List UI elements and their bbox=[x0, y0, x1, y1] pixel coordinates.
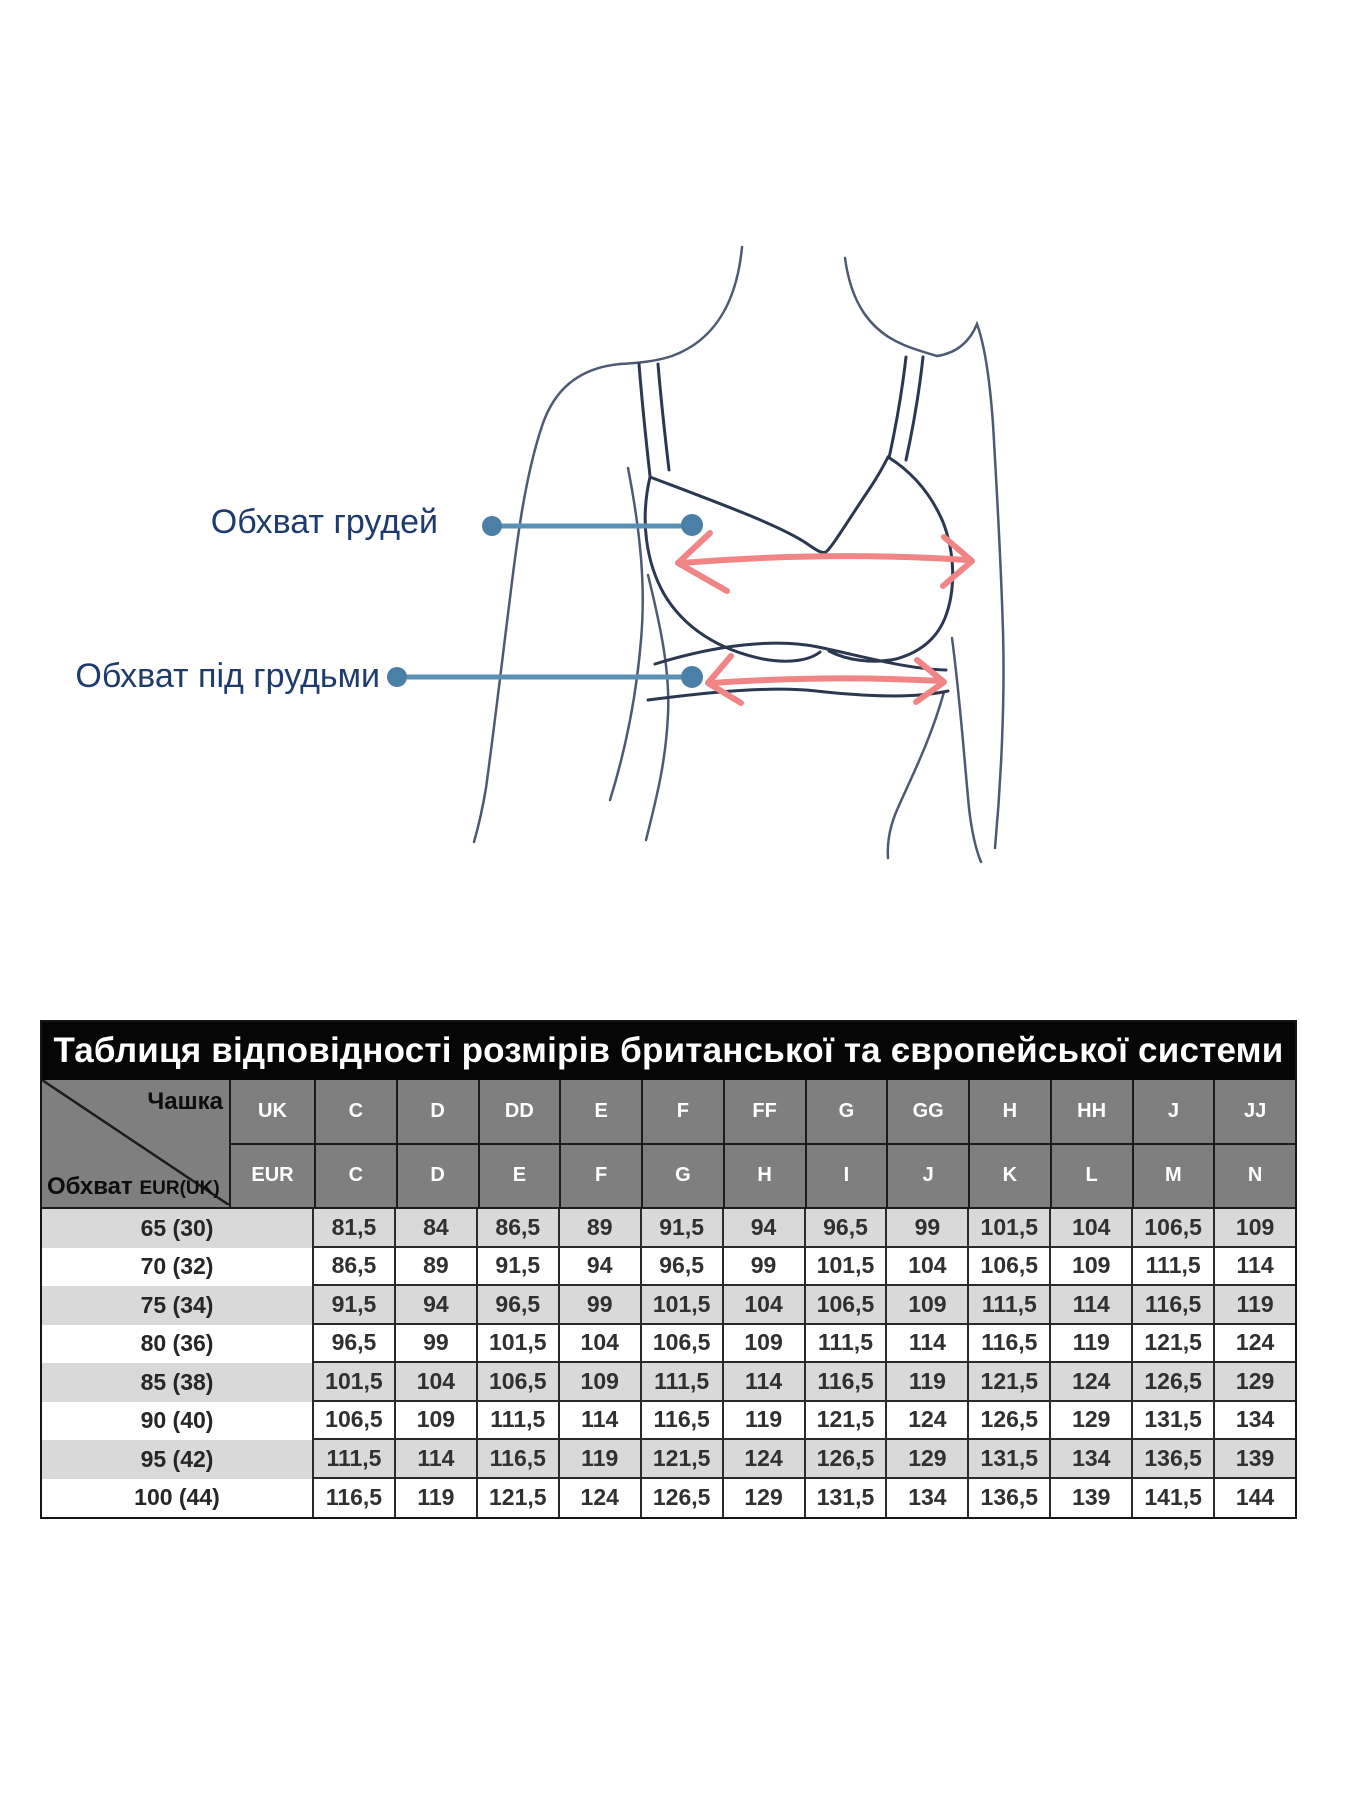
value-cell: 94 bbox=[558, 1248, 640, 1287]
value-cell: 126,5 bbox=[967, 1402, 1049, 1441]
uk-system-cell: UK bbox=[231, 1080, 314, 1145]
cup-column bbox=[641, 1080, 723, 1207]
value-cell: 124 bbox=[558, 1479, 640, 1518]
cup-column bbox=[559, 1080, 641, 1207]
value-cell: 101,5 bbox=[640, 1286, 722, 1325]
value-cell: 109 bbox=[1049, 1248, 1131, 1287]
size-table bbox=[40, 1020, 1297, 1519]
bust-arrow bbox=[678, 533, 972, 591]
value-cell: 111,5 bbox=[312, 1440, 394, 1479]
value-cell: 101,5 bbox=[967, 1209, 1049, 1248]
value-cell: 116,5 bbox=[640, 1402, 722, 1441]
value-cell: 139 bbox=[1213, 1440, 1295, 1479]
value-cell: 94 bbox=[394, 1286, 476, 1325]
value-cell: 116,5 bbox=[804, 1363, 886, 1402]
band-cell: 75 (34) bbox=[140, 1291, 214, 1318]
value-cell: 124 bbox=[885, 1402, 967, 1441]
value-cell: 99 bbox=[885, 1209, 967, 1248]
cup-corner-label: Чашка bbox=[147, 1088, 223, 1115]
uk-cup-cell: H bbox=[970, 1080, 1050, 1145]
value-cell: 99 bbox=[394, 1325, 476, 1364]
value-cell: 114 bbox=[1213, 1248, 1295, 1287]
value-cell: 119 bbox=[1213, 1286, 1295, 1325]
uk-cup-cell: E bbox=[561, 1080, 641, 1145]
torso-outline bbox=[474, 247, 1004, 862]
underbust-callout-line bbox=[387, 666, 703, 688]
value-cell: 111,5 bbox=[967, 1286, 1049, 1325]
table-row bbox=[42, 1479, 1295, 1518]
cup-column bbox=[886, 1080, 968, 1207]
value-cell: 126,5 bbox=[640, 1479, 722, 1518]
value-cell: 121,5 bbox=[640, 1440, 722, 1479]
cup-column bbox=[723, 1080, 805, 1207]
value-cell: 119 bbox=[885, 1363, 967, 1402]
girth-sub: EUR(UK) bbox=[139, 1178, 220, 1199]
value-cell: 99 bbox=[558, 1286, 640, 1325]
uk-cup-cell: J bbox=[1134, 1080, 1214, 1145]
value-cell: 131,5 bbox=[1131, 1402, 1213, 1441]
value-cell: 106,5 bbox=[640, 1325, 722, 1364]
underbust-label: Обхват під грудьми bbox=[75, 657, 380, 695]
value-cell: 144 bbox=[1213, 1479, 1295, 1518]
system-column bbox=[229, 1080, 314, 1207]
eur-cup-cell: G bbox=[643, 1145, 723, 1208]
cup-column bbox=[314, 1080, 396, 1207]
table-row bbox=[42, 1209, 1295, 1248]
bust-label: Обхват грудей bbox=[210, 503, 438, 541]
value-cell: 91,5 bbox=[476, 1248, 558, 1287]
value-cell: 116,5 bbox=[967, 1325, 1049, 1364]
eur-cup-cell: H bbox=[725, 1145, 805, 1208]
value-cell: 114 bbox=[394, 1440, 476, 1479]
uk-cup-cell: HH bbox=[1052, 1080, 1132, 1145]
value-cell: 104 bbox=[722, 1286, 804, 1325]
value-cell: 129 bbox=[722, 1479, 804, 1518]
value-cell: 101,5 bbox=[804, 1248, 886, 1287]
value-cell: 111,5 bbox=[804, 1325, 886, 1364]
value-cell: 101,5 bbox=[312, 1363, 394, 1402]
uk-cup-cell: DD bbox=[480, 1080, 560, 1145]
value-cell: 91,5 bbox=[312, 1286, 394, 1325]
value-cell: 94 bbox=[722, 1209, 804, 1248]
value-cell: 109 bbox=[722, 1325, 804, 1364]
eur-cup-cell: N bbox=[1215, 1145, 1295, 1208]
value-cell: 129 bbox=[1213, 1363, 1295, 1402]
uk-cup-cell: F bbox=[643, 1080, 723, 1145]
table-header bbox=[42, 1080, 1295, 1209]
underbust-callout-dot-left bbox=[387, 667, 407, 687]
eur-cup-cell: M bbox=[1134, 1145, 1214, 1208]
uk-cup-cell: D bbox=[398, 1080, 478, 1145]
value-cell: 111,5 bbox=[640, 1363, 722, 1402]
value-cell: 141,5 bbox=[1131, 1479, 1213, 1518]
band-cell: 90 (40) bbox=[140, 1407, 214, 1434]
value-cell: 131,5 bbox=[967, 1440, 1049, 1479]
band-cell: 95 (42) bbox=[140, 1445, 214, 1472]
value-cell: 89 bbox=[558, 1209, 640, 1248]
value-cell: 119 bbox=[1049, 1325, 1131, 1364]
table-row bbox=[42, 1402, 1295, 1441]
value-cell: 106,5 bbox=[967, 1248, 1049, 1287]
value-cell: 116,5 bbox=[476, 1440, 558, 1479]
value-cell: 114 bbox=[885, 1325, 967, 1364]
value-cell: 84 bbox=[394, 1209, 476, 1248]
value-cell: 121,5 bbox=[1131, 1325, 1213, 1364]
eur-cup-cell: C bbox=[316, 1145, 396, 1208]
value-cell: 139 bbox=[1049, 1479, 1131, 1518]
value-cell: 109 bbox=[394, 1402, 476, 1441]
value-cell: 109 bbox=[558, 1363, 640, 1402]
cup-column bbox=[396, 1080, 478, 1207]
value-cell: 126,5 bbox=[1131, 1363, 1213, 1402]
band-cell: 70 (32) bbox=[140, 1253, 214, 1280]
eur-cup-cell: F bbox=[561, 1145, 641, 1208]
value-cell: 129 bbox=[1049, 1402, 1131, 1441]
value-cell: 119 bbox=[722, 1402, 804, 1441]
eur-cup-cell: E bbox=[480, 1145, 560, 1208]
value-cell: 96,5 bbox=[312, 1325, 394, 1364]
eur-cup-cell: I bbox=[807, 1145, 887, 1208]
eur-cup-cell: L bbox=[1052, 1145, 1132, 1208]
cup-column bbox=[1050, 1080, 1132, 1207]
value-cell: 89 bbox=[394, 1248, 476, 1287]
value-cell: 119 bbox=[558, 1440, 640, 1479]
girth-corner-label bbox=[47, 1173, 220, 1201]
value-cell: 109 bbox=[885, 1286, 967, 1325]
value-cell: 116,5 bbox=[312, 1479, 394, 1518]
value-cell: 86,5 bbox=[476, 1209, 558, 1248]
table-row bbox=[42, 1440, 1295, 1479]
value-cell: 104 bbox=[885, 1248, 967, 1287]
value-cell: 96,5 bbox=[640, 1248, 722, 1287]
band-cell: 65 (30) bbox=[140, 1214, 214, 1241]
value-cell: 114 bbox=[1049, 1286, 1131, 1325]
value-cell: 121,5 bbox=[804, 1402, 886, 1441]
value-cell: 131,5 bbox=[804, 1479, 886, 1518]
cup-column bbox=[1213, 1080, 1295, 1207]
cup-column bbox=[478, 1080, 560, 1207]
value-cell: 96,5 bbox=[804, 1209, 886, 1248]
value-cell: 114 bbox=[722, 1363, 804, 1402]
value-cell: 121,5 bbox=[967, 1363, 1049, 1402]
underbust-callout-dot-right bbox=[681, 666, 703, 688]
uk-cup-cell: GG bbox=[888, 1080, 968, 1145]
value-cell: 104 bbox=[1049, 1209, 1131, 1248]
table-body bbox=[42, 1209, 1295, 1517]
band-cell: 85 (38) bbox=[140, 1368, 214, 1395]
value-cell: 96,5 bbox=[476, 1286, 558, 1325]
uk-cup-cell: C bbox=[316, 1080, 396, 1145]
band-cell: 80 (36) bbox=[140, 1330, 214, 1357]
value-cell: 134 bbox=[1213, 1402, 1295, 1441]
value-cell: 86,5 bbox=[312, 1248, 394, 1287]
value-cell: 106,5 bbox=[804, 1286, 886, 1325]
table-title: Таблиця відповідності розмірів британської та європейської системи bbox=[42, 1022, 1295, 1080]
corner-cell bbox=[42, 1080, 229, 1207]
value-cell: 106,5 bbox=[312, 1402, 394, 1441]
value-cell: 109 bbox=[1213, 1209, 1295, 1248]
value-cell: 99 bbox=[722, 1248, 804, 1287]
uk-cup-cell: JJ bbox=[1215, 1080, 1295, 1145]
value-cell: 129 bbox=[885, 1440, 967, 1479]
value-cell: 116,5 bbox=[1131, 1286, 1213, 1325]
value-cell: 104 bbox=[558, 1325, 640, 1364]
value-cell: 136,5 bbox=[1131, 1440, 1213, 1479]
table-row bbox=[42, 1248, 1295, 1287]
bust-callout-line bbox=[482, 514, 703, 536]
table-row bbox=[42, 1363, 1295, 1402]
bust-callout-dot-right bbox=[681, 514, 703, 536]
value-cell: 104 bbox=[394, 1363, 476, 1402]
value-cell: 111,5 bbox=[476, 1402, 558, 1441]
value-cell: 126,5 bbox=[804, 1440, 886, 1479]
girth-word: Обхват bbox=[47, 1173, 133, 1200]
eur-cup-cell: D bbox=[398, 1145, 478, 1208]
value-cell: 106,5 bbox=[476, 1363, 558, 1402]
value-cell: 136,5 bbox=[967, 1479, 1049, 1518]
value-cell: 124 bbox=[1213, 1325, 1295, 1364]
value-cell: 134 bbox=[1049, 1440, 1131, 1479]
value-cell: 124 bbox=[722, 1440, 804, 1479]
eur-system-cell: EUR bbox=[231, 1145, 314, 1208]
table-row bbox=[42, 1325, 1295, 1364]
value-cell: 119 bbox=[394, 1479, 476, 1518]
cup-column bbox=[1132, 1080, 1214, 1207]
eur-cup-cell: K bbox=[970, 1145, 1050, 1208]
uk-cup-cell: G bbox=[807, 1080, 887, 1145]
uk-cup-cell: FF bbox=[725, 1080, 805, 1145]
cup-column bbox=[968, 1080, 1050, 1207]
eur-cup-cell: J bbox=[888, 1145, 968, 1208]
value-cell: 124 bbox=[1049, 1363, 1131, 1402]
band-cell: 100 (44) bbox=[134, 1484, 220, 1511]
value-cell: 111,5 bbox=[1131, 1248, 1213, 1287]
value-cell: 91,5 bbox=[640, 1209, 722, 1248]
value-cell: 101,5 bbox=[476, 1325, 558, 1364]
value-cell: 106,5 bbox=[1131, 1209, 1213, 1248]
value-cell: 134 bbox=[885, 1479, 967, 1518]
value-cell: 114 bbox=[558, 1402, 640, 1441]
cup-column bbox=[805, 1080, 887, 1207]
value-cell: 81,5 bbox=[312, 1209, 394, 1248]
bust-callout-dot-left bbox=[482, 516, 502, 536]
table-row bbox=[42, 1286, 1295, 1325]
value-cell: 121,5 bbox=[476, 1479, 558, 1518]
